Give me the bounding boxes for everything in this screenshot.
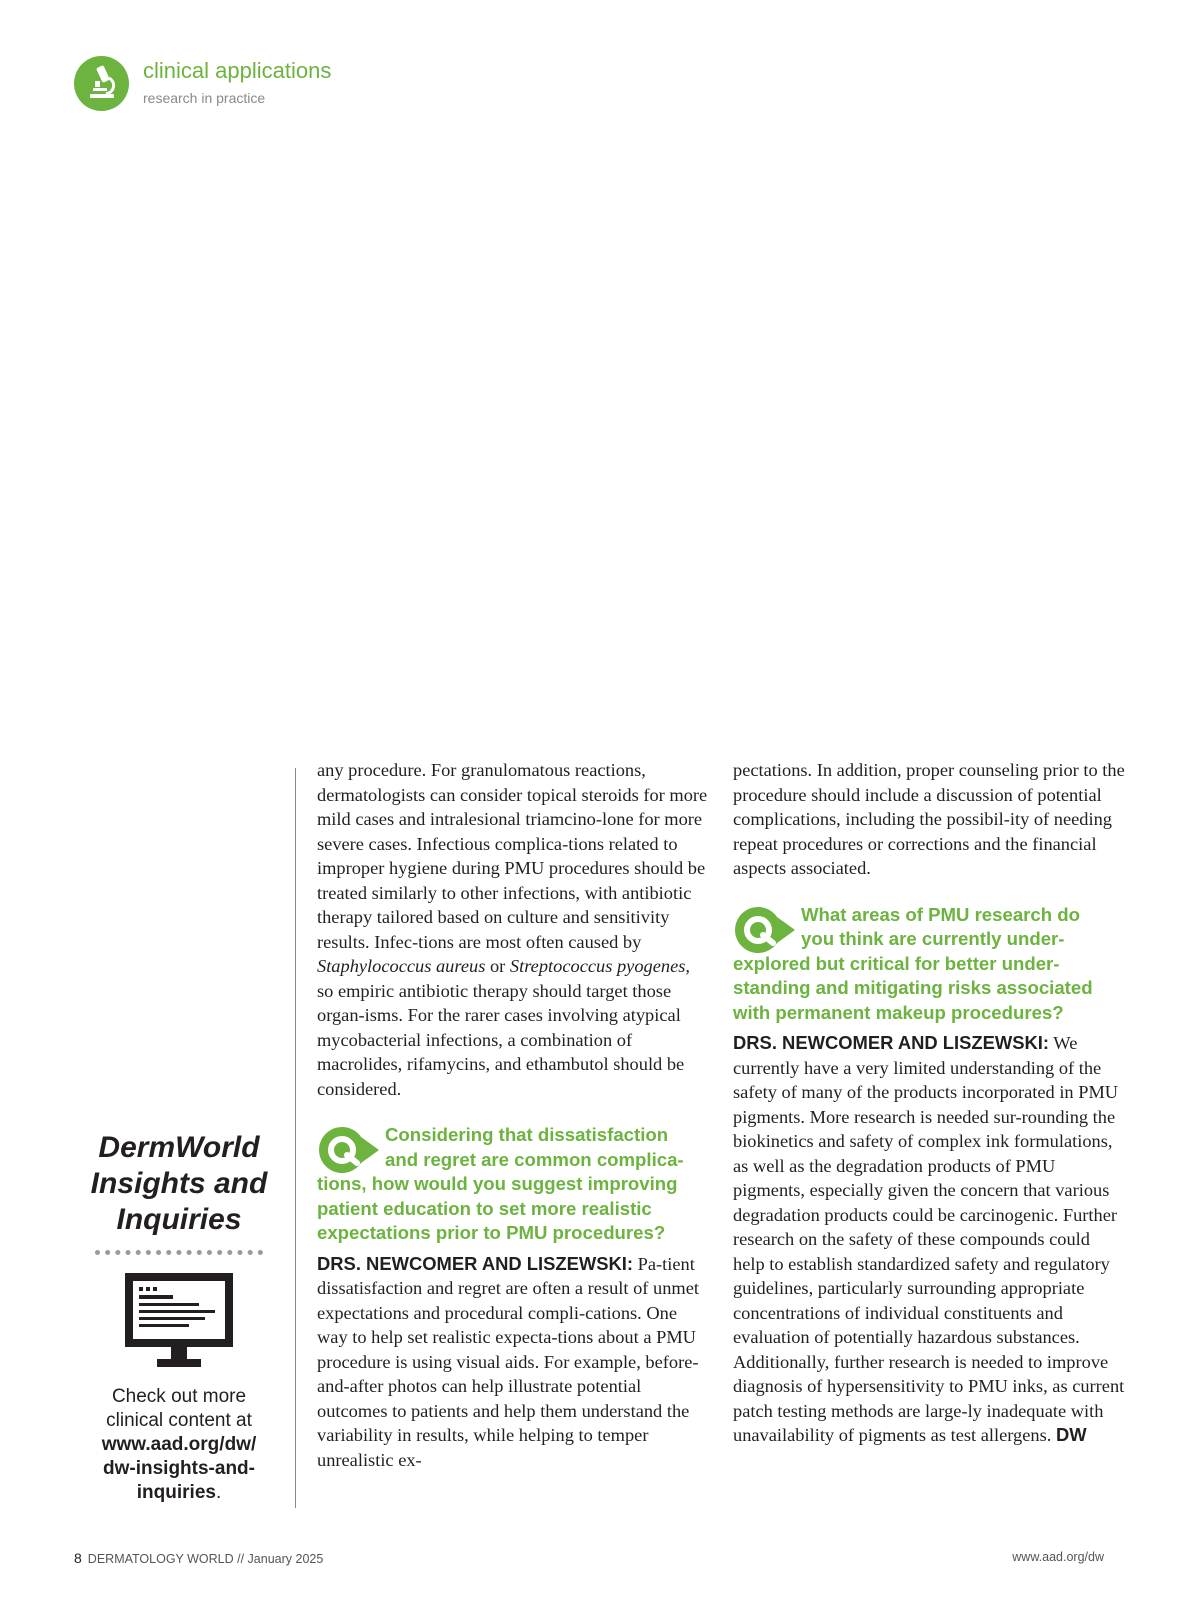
question-block [733,903,1125,1026]
dotted-divider [95,1250,263,1255]
body-text: any procedure. For granulomatous reactions, dermatologists can consider topical steroids for more mild cases and intralesional triamcino-lone for more severe cases. Infectious complica-tions related to improper hygiene during PMU procedures should be treated similarly to other infections, with antibiotic therapy tailored based on culture and sensitivity results. Infec-tions are most often caused by [317,760,708,952]
footer-url[interactable]: www.aad.org/dw [1012,1550,1104,1564]
column-divider [295,768,296,1508]
sidebar-link-suffix: . [215,1482,222,1503]
sidebar-link-line[interactable]: www.aad.org/dw/ [101,1434,257,1455]
sidebar-link-line[interactable]: inquiries [136,1482,216,1503]
sidebar-text-line: Check out more [111,1386,247,1407]
body-text: , so empiric antibiotic therapy should target those organ-isms. For the rarer cases involving atypical mycobacterial infections, a combination of macrolides, rifamycins, and ethambutol should be considered. [317,956,691,1099]
question-line: and regret are common complica- [385,1148,684,1170]
question-line: tions, how would you suggest improving patient education to set more realistic expectations prior to PMU procedures? [317,1173,678,1243]
sidebar-text-line: clinical content at [106,1410,252,1431]
answer-text: We currently have a very limited understanding of the safety of many of the products incorporated in PMU pigments. More research is needed sur-rounding the biokinetics and safety of complex ink formulations, as well as the degradation products of PMU pigments, especially given the concern that various degradation products could be carcinogenic. Further research on the safety of these compounds could help to establish standardized safety and regulatory guidelines, particularly surrounding appropriate concentrations of individual constituents and evaluation of potentially hazardous substances. Additionally, further research is needed to improve diagnosis of hypersensitivity to PMU inks, as current patch testing methods are large-ly inadequate with unavailability of pigments as test allergens. [733,1033,1125,1445]
answer-text: Pa-tient dissatisfaction and regret are often a result of unmet expectations and procedural compli-cations. One way to help set realistic expecta-tions about a PMU procedure is using visual aids. For example, before-and-after photos can help illustrate potential outcomes to patients and help them understand the variability in results, while helping to temper unrealistic ex- [317,1253,699,1470]
page-number: 8 [74,1550,82,1566]
question-line: What areas of PMU research do [801,903,1080,925]
footer-left [74,1550,323,1566]
body-paragraph: pectations. In addition, proper counseling prior to the procedure should include a discussion of potential complications, including the possibil-ity of needing repeat procedures or corrections and the financial aspects associated. [733,760,1125,878]
body-text: or [485,956,510,976]
question-line: Considering that dissatisfaction [385,1124,669,1145]
sidebar-text [84,1385,274,1505]
body-paragraph [317,758,709,1101]
monitor-icon [123,1271,235,1371]
end-mark: DW [1055,1424,1087,1445]
answer-lead: DRS. NEWCOMER AND LISZEWSKI: [733,1032,1050,1053]
answer-paragraph [317,1252,709,1473]
sidebar-promo [84,1130,274,1505]
question-icon [317,1125,381,1175]
question-line: you think are currently under- [801,928,1065,949]
question-block [317,1123,709,1246]
answer-paragraph [733,1031,1125,1448]
article-column-2 [733,758,1125,1448]
species-name: Streptococcus pyogenes [509,956,686,976]
section-subtitle: research in practice [143,90,266,106]
sidebar-title [84,1130,274,1238]
microscope-icon [74,56,129,111]
question-icon [733,905,797,955]
species-name: Staphylococcus aureus [317,956,486,976]
sidebar-title-line: Insights and [90,1167,268,1200]
article-column-1 [317,758,709,1472]
publication-name: DERMATOLOGY WORLD // January 2025 [87,1552,324,1566]
sidebar-link-line[interactable]: dw-insights-and- [103,1458,255,1479]
sidebar-title-line: Inquiries [116,1203,242,1236]
answer-lead: DRS. NEWCOMER AND LISZEWSKI: [317,1252,634,1274]
section-title: clinical applications [143,58,332,83]
question-line: explored but critical for better under-standing and mitigating risks associated with permanent makeup procedures? [733,952,1093,1023]
sidebar-title-line: DermWorld [98,1131,260,1164]
